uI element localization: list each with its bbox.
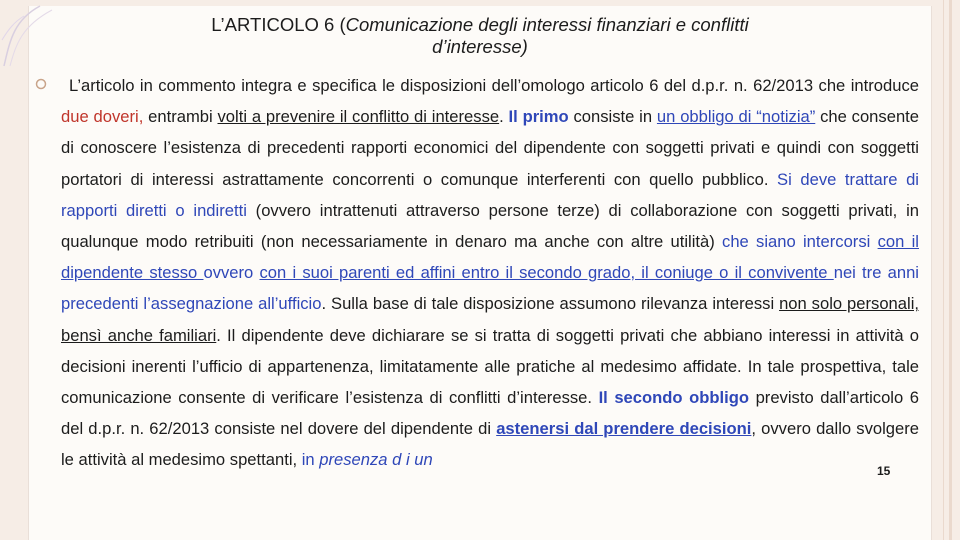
highlight-il-primo: Il primo	[508, 107, 569, 127]
text-segment: che consente di conoscere l’esistenza di precedenti rapporti economici del dipendente con soggetti privati e quindi con soggetti portatori di interessi astrattamente concorrenti o comunque interferenti con quello pubblico.	[61, 107, 920, 189]
title-italic-part2: d’interesse)	[432, 36, 528, 57]
text-segment: , ovvero dallo svolgere le attività al medesimo spettanti,	[61, 419, 919, 470]
highlight-due-doveri: due doveri,	[61, 107, 144, 127]
corner-ornament-icon	[0, 0, 60, 70]
text-segment: previsto dall’articolo 6 del d.p.r. n. 62/2013 consiste nel dovere del dipendente di	[61, 388, 920, 439]
highlight-in: in	[301, 450, 320, 470]
body-paragraph	[61, 70, 919, 476]
title-prefix: L’ARTICOLO 6 (	[211, 14, 346, 35]
highlight-tre-anni: nei tre anni precedenti l’assegnazione all’ufficio	[61, 263, 919, 314]
decorative-border-right	[949, 0, 952, 540]
highlight-ovvero: ovvero	[203, 263, 260, 283]
underline-dipendente-stesso: con il dipendente stesso	[61, 232, 919, 283]
text-segment: . Il dipendente deve dichiarare se si tratta di soggetti privati che abbiano interessi in attività o decisioni inerenti l’ufficio di appartenenza, limitatamente alle pratiche al medesimo affidate. In tale prospettiva, tale comunicazione consente di verificare l’esistenza di conflitti d’interesse.	[61, 325, 919, 408]
decorative-border-right-thin	[943, 0, 944, 540]
underline-parenti-affini: con i suoi parenti ed affini entro il secondo grado, il coniuge o il convivente	[259, 263, 834, 283]
slide-title	[60, 14, 900, 58]
text-segment: . Sulla base di tale disposizione assumono rilevanza interessi	[321, 294, 780, 314]
highlight-il-secondo-obbligo: Il secondo obbligo	[598, 388, 750, 408]
page-number: 15	[877, 464, 891, 478]
text-segment: consiste in	[568, 107, 657, 127]
title-italic-part1: Comunicazione degli interessi finanziari e conflitti	[345, 14, 749, 35]
highlight-rapporti-diretti: Si deve trattare di rapporti diretti o indiretti	[61, 169, 919, 220]
underline-astenersi: astenersi dal prendere decisioni	[496, 419, 752, 439]
highlight-intercorsi: che siano intercorsi	[722, 232, 878, 252]
text-segment: entrambi	[143, 107, 218, 127]
bullet-circle-icon	[34, 77, 48, 91]
underline-obbligo-notizia: un obbligo di “notizia”	[656, 107, 816, 127]
text-segment: .	[499, 107, 509, 127]
text-segment: (ovvero intrattenuti attraverso persone terze) di collaborazione con soggetti privati, in qualunque modo retribuiti (non necessariamente in denaro ma anche con altre utilità)	[61, 200, 919, 252]
highlight-presenza: presenza d i un	[319, 450, 433, 470]
underline-personali-familiari: non solo personali, bensì anche familiari	[61, 294, 919, 345]
text-segment: L’articolo in commento integra e specifica le disposizioni dell’omologo articolo 6 del d.p.r. n. 62/2013 che introduce	[69, 76, 919, 95]
underline-prevenire-conflitto: volti a prevenire il conflitto di interesse	[217, 107, 500, 127]
